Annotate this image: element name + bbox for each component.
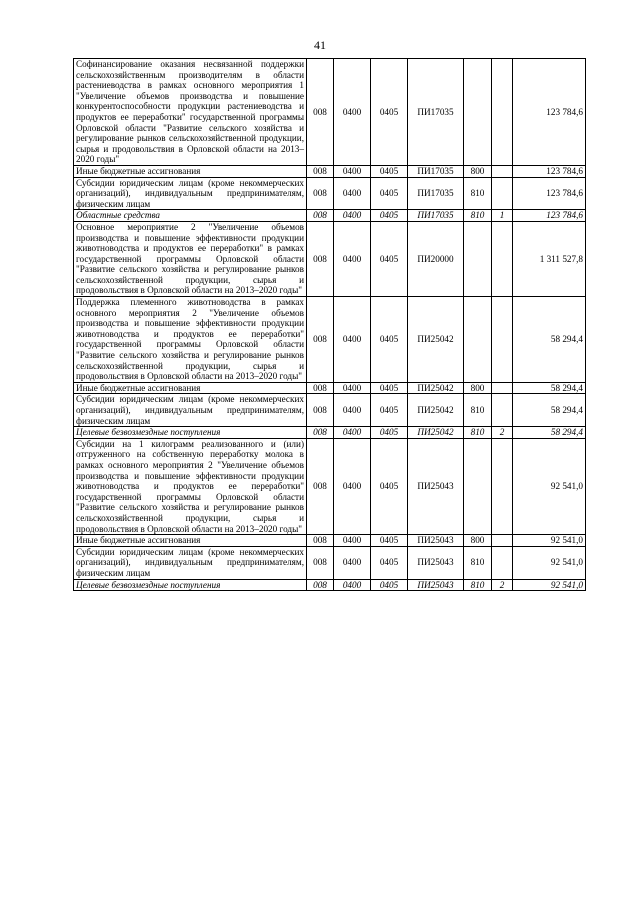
subsection-code-cell: 0405 [371,438,408,534]
ministry-code-cell: 008 [307,579,334,591]
table-row [74,210,586,222]
ministry-code-cell: 008 [307,221,334,296]
section-code-cell: 0400 [334,297,371,383]
subsection-code-cell: 0405 [371,177,408,210]
table-row [74,297,586,383]
table-row [74,394,586,427]
expense-type-code-cell: 800 [464,165,492,177]
amount-cell: 123 784,6 [513,210,586,222]
target-article-code-cell: ПИ17035 [408,177,464,210]
expense-name-cell: Основное мероприятие 2 "Увеличение объемов производства и повышение эффективности продукции животноводства и продуктов ее переработки" в рамках государственной программы Орловской области "Развитие сельского хозяйства и регулирование рынков сельскохозяйственной продукции, сырья и продовольствия в Орловской области на 2013–2020 годы" [74,221,307,296]
section-code-cell: 0400 [334,579,371,591]
amount-cell: 92 541,0 [513,546,586,579]
expense-name-cell: Целевые безвозмездные поступления [74,579,307,591]
funding-source-cell: 2 [492,427,513,439]
expense-name-cell: Целевые безвозмездные поступления [74,427,307,439]
amount-cell: 58 294,4 [513,394,586,427]
ministry-code-cell: 008 [307,210,334,222]
funding-source-cell [492,546,513,579]
target-article-code-cell: ПИ25042 [408,427,464,439]
ministry-code-cell: 008 [307,165,334,177]
section-code-cell: 0400 [334,221,371,296]
subsection-code-cell: 0405 [371,210,408,222]
expense-name-cell: Субсидии юридическим лицам (кроме некоммерческих организаций), индивидуальным предпринимателям, физическим лицам [74,394,307,427]
target-article-code-cell: ПИ25042 [408,394,464,427]
section-code-cell: 0400 [334,382,371,394]
table-row [74,427,586,439]
target-article-code-cell: ПИ25042 [408,382,464,394]
ministry-code-cell: 008 [307,297,334,383]
amount-cell: 92 541,0 [513,535,586,547]
expense-type-code-cell: 800 [464,382,492,394]
subsection-code-cell: 0405 [371,579,408,591]
expense-name-cell: Областные средства [74,210,307,222]
subsection-code-cell: 0405 [371,546,408,579]
ministry-code-cell: 008 [307,438,334,534]
subsection-code-cell: 0405 [371,382,408,394]
target-article-code-cell: ПИ25043 [408,438,464,534]
amount-cell: 92 541,0 [513,438,586,534]
expense-type-code-cell: 810 [464,546,492,579]
table-row [74,579,586,591]
subsection-code-cell: 0405 [371,297,408,383]
page-number: 41 [314,38,326,52]
ministry-code-cell: 008 [307,394,334,427]
section-code-cell: 0400 [334,438,371,534]
subsection-code-cell: 0405 [371,394,408,427]
funding-source-cell [492,165,513,177]
ministry-code-cell: 008 [307,59,334,166]
funding-source-cell [492,438,513,534]
target-article-code-cell: ПИ17035 [408,59,464,166]
target-article-code-cell: ПИ25043 [408,579,464,591]
amount-cell: 58 294,4 [513,382,586,394]
section-code-cell: 0400 [334,427,371,439]
section-code-cell: 0400 [334,59,371,166]
target-article-code-cell: ПИ25042 [408,297,464,383]
amount-cell: 92 541,0 [513,579,586,591]
subsection-code-cell: 0405 [371,165,408,177]
expense-name-cell: Иные бюджетные ассигнования [74,535,307,547]
target-article-code-cell: ПИ17035 [408,210,464,222]
ministry-code-cell: 008 [307,177,334,210]
ministry-code-cell: 008 [307,427,334,439]
ministry-code-cell: 008 [307,535,334,547]
section-code-cell: 0400 [334,535,371,547]
expense-type-code-cell: 810 [464,427,492,439]
section-code-cell: 0400 [334,177,371,210]
expense-name-cell: Иные бюджетные ассигнования [74,382,307,394]
funding-source-cell: 2 [492,579,513,591]
expense-name-cell: Субсидии на 1 килограмм реализованного и (или) отгруженного на собственную переработку молока в рамках основного мероприятия 2 "Увеличение объемов производства и повышение эффективности продукции животноводства и продуктов ее переработки" государственной программы Орловской области "Развитие сельского хозяйства и регулирование рынков сельскохозяйственной продукции, сырья и продовольствия в Орловской области на 2013–2020 годы" [74,438,307,534]
section-code-cell: 0400 [334,165,371,177]
amount-cell: 58 294,4 [513,427,586,439]
expense-name-cell: Субсидии юридическим лицам (кроме некоммерческих организаций), индивидуальным предпринимателям, физическим лицам [74,177,307,210]
ministry-code-cell: 008 [307,382,334,394]
expense-type-code-cell [464,438,492,534]
table-row [74,165,586,177]
table-row [74,535,586,547]
section-code-cell: 0400 [334,394,371,427]
budget-table-body [74,59,586,591]
expense-type-code-cell: 810 [464,394,492,427]
table-row [74,382,586,394]
expense-name-cell: Иные бюджетные ассигнования [74,165,307,177]
section-code-cell: 0400 [334,546,371,579]
subsection-code-cell: 0405 [371,535,408,547]
funding-source-cell: 1 [492,210,513,222]
table-row [74,546,586,579]
target-article-code-cell: ПИ25043 [408,535,464,547]
table-row [74,177,586,210]
amount-cell: 123 784,6 [513,59,586,166]
expense-type-code-cell [464,59,492,166]
expense-name-cell: Софинансирование оказания несвязанной поддержки сельскохозяйственным производителям в области растениеводства в рамках основного мероприятия 1 "Увеличение объемов производства и повышение конкурентоспособности продукции растениеводства и продуктов ее переработки" государственной программы Орловской области "Развитие сельского хозяйства и регулирование рынков сельскохозяйственной продукции, сырья и продовольствия в Орловской области на 2013–2020 годы" [74,59,307,166]
target-article-code-cell: ПИ17035 [408,165,464,177]
funding-source-cell [492,382,513,394]
expense-type-code-cell: 800 [464,535,492,547]
amount-cell: 123 784,6 [513,177,586,210]
ministry-code-cell: 008 [307,546,334,579]
expense-type-code-cell: 810 [464,579,492,591]
funding-source-cell [492,535,513,547]
table-row [74,438,586,534]
funding-source-cell [492,177,513,210]
expense-type-code-cell: 810 [464,210,492,222]
section-code-cell: 0400 [334,210,371,222]
funding-source-cell [492,297,513,383]
expense-type-code-cell [464,221,492,296]
amount-cell: 1 311 527,8 [513,221,586,296]
expense-type-code-cell: 810 [464,177,492,210]
expense-name-cell: Поддержка племенного животноводства в рамках основного мероприятия 2 "Увеличение объемов производства и повышение эффективности продукции животноводства и продуктов ее переработки" государственной программы Орловской области "Развитие сельского хозяйства и регулирование рынков сельскохозяйственной продукции, сырья и продовольствия в Орловской области на 2013–2020 годы" [74,297,307,383]
amount-cell: 58 294,4 [513,297,586,383]
target-article-code-cell: ПИ25043 [408,546,464,579]
funding-source-cell [492,59,513,166]
funding-source-cell [492,221,513,296]
amount-cell: 123 784,6 [513,165,586,177]
funding-source-cell [492,394,513,427]
target-article-code-cell: ПИ20000 [408,221,464,296]
subsection-code-cell: 0405 [371,221,408,296]
subsection-code-cell: 0405 [371,59,408,166]
table-row [74,59,586,166]
budget-table [73,58,586,591]
subsection-code-cell: 0405 [371,427,408,439]
expense-type-code-cell [464,297,492,383]
expense-name-cell: Субсидии юридическим лицам (кроме некоммерческих организаций), индивидуальным предпринимателям, физическим лицам [74,546,307,579]
table-row [74,221,586,296]
